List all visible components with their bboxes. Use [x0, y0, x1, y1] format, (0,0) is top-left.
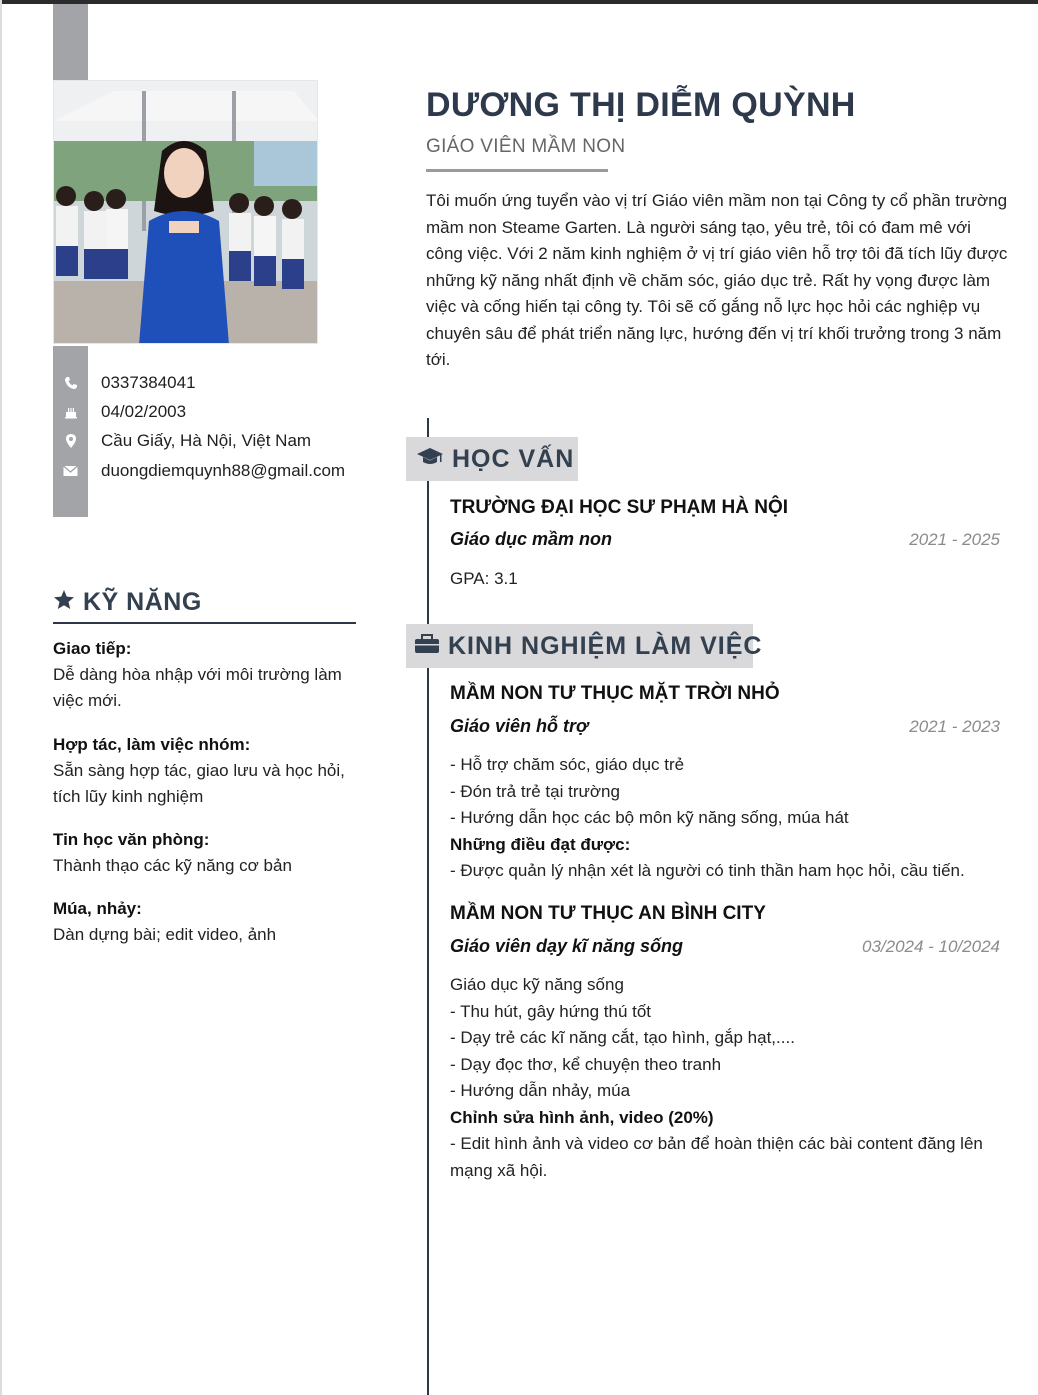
experience-title: KINH NGHIỆM LÀM VIỆC	[448, 631, 763, 660]
job-description	[450, 752, 1010, 885]
briefcase-icon	[414, 633, 440, 660]
phone-icon	[53, 369, 88, 397]
email-text: duongdiemquynh88@gmail.com	[101, 461, 346, 480]
education-period: 2021 - 2025	[909, 530, 1000, 549]
skill-name: Múa, nhảy:	[53, 899, 142, 918]
graduation-cap-icon	[416, 446, 444, 473]
profile-photo	[53, 80, 318, 344]
job-org: MẦM NON TƯ THỤC MẶT TRỜI NHỎ	[450, 683, 780, 704]
skill-desc: Dễ dàng hòa nhập với môi trường làm việc mới.	[53, 665, 342, 710]
candidate-name: DƯƠNG THỊ DIỄM QUỲNH	[426, 86, 856, 124]
experience-section-header	[406, 624, 763, 668]
job-description	[450, 972, 1010, 1184]
career-summary: Tôi muốn ứng tuyển vào vị trí Giáo viên mầm non tại Công ty cổ phần trường mầm non Steame Garten. Là người sáng tạo, yêu trẻ, tôi có đam mê với công việc. Với 2 năm kinh nghiệm ở vị trí giáo viên hỗ trợ tôi đã tích lũy được những kỹ năng nhất định về chăm sóc, giáo dục trẻ. Rất hy vọng được làm việc và cống hiến tại công ty. Tôi sẽ cố gắng nỗ lực học hỏi các nghiệp vụ chuyên sâu để phát triển năng lực, hướng đến vị trí khối trưởng trong 3 năm tới.	[426, 191, 1008, 369]
job-duty: - Hỗ trợ chăm sóc, giáo dục trẻ	[450, 755, 685, 774]
skill-name: Tin học văn phòng:	[53, 830, 210, 849]
school-major: Giáo dục mầm non	[450, 529, 613, 549]
skill-item	[53, 896, 353, 948]
skill-item	[53, 636, 353, 714]
job-duty: - Dạy đọc thơ, kể chuyện theo tranh	[450, 1054, 722, 1074]
skills-section-header	[53, 582, 356, 624]
skill-item	[53, 732, 353, 810]
education-gpa: GPA: 3.1	[450, 569, 518, 588]
birthday-text: 04/02/2003	[101, 402, 187, 421]
extra-skill-text: - Edit hình ảnh và video cơ bản để hoàn thiện các bài content đăng lên mạng xã hội.	[450, 1134, 983, 1180]
top-accent-bar	[53, 4, 88, 80]
job-org: MẦM NON TƯ THỤC AN BÌNH CITY	[450, 903, 766, 924]
job-period: 2021 - 2023	[909, 717, 1000, 736]
contact-birthday	[53, 398, 186, 426]
location-pin-icon	[53, 427, 88, 455]
phone-text: 0337384041	[101, 373, 196, 392]
contact-email	[53, 457, 345, 485]
top-border	[0, 0, 1038, 4]
timeline-line	[427, 418, 429, 1395]
skill-name: Hợp tác, làm việc nhóm:	[53, 735, 251, 754]
envelope-icon	[53, 457, 88, 485]
job-position: Giáo viên dạy kĩ năng sống	[450, 936, 684, 956]
star-icon	[53, 589, 75, 616]
achievement-title: Những điều đạt được:	[450, 834, 631, 854]
job-duty: - Hướng dẫn học các bộ môn kỹ năng sống, múa hát	[450, 808, 849, 827]
left-border	[0, 0, 2, 1395]
job-duty: Giáo dục kỹ năng sống	[450, 975, 624, 994]
job-period: 03/2024 - 10/2024	[861, 937, 1000, 956]
contact-phone	[53, 369, 196, 397]
achievement-text: - Được quản lý nhận xét là người có tinh thần ham học hỏi, cầu tiến.	[450, 861, 965, 880]
address-text: Cầu Giấy, Hà Nội, Việt Nam	[101, 431, 312, 450]
cake-icon	[53, 398, 88, 426]
role-underline	[426, 169, 608, 172]
skills-title: KỸ NĂNG	[83, 587, 202, 616]
candidate-role: GIÁO VIÊN MẦM NON	[426, 136, 626, 157]
job-position: Giáo viên hỗ trợ	[450, 716, 589, 736]
job-duty: - Thu hút, gây hứng thú tốt	[450, 1001, 652, 1021]
job-duty: - Đón trả trẻ tại trường	[450, 781, 620, 801]
skill-desc: Thành thạo các kỹ năng cơ bản	[53, 856, 292, 875]
job-duty: - Dạy trẻ các kĩ năng cắt, tạo hình, gắp hạt,....	[450, 1028, 795, 1047]
skill-name: Giao tiếp:	[53, 639, 132, 658]
school-name: TRƯỜNG ĐẠI HỌC SƯ PHẠM HÀ NỘI	[450, 497, 789, 518]
education-title: HỌC VẤN	[452, 444, 575, 473]
skill-desc: Dàn dựng bài; edit video, ảnh	[53, 925, 277, 944]
extra-skill-title: Chỉnh sửa hình ảnh, video (20%)	[450, 1107, 714, 1127]
job-duty: - Hướng dẫn nhảy, múa	[450, 1081, 631, 1100]
skill-item	[53, 827, 353, 879]
education-section-header	[406, 437, 578, 481]
profile-photo-illustration	[54, 81, 318, 344]
contact-address	[53, 427, 311, 455]
skill-desc: Sẵn sàng hợp tác, giao lưu và học hỏi, tích lũy kinh nghiệm	[53, 761, 345, 806]
